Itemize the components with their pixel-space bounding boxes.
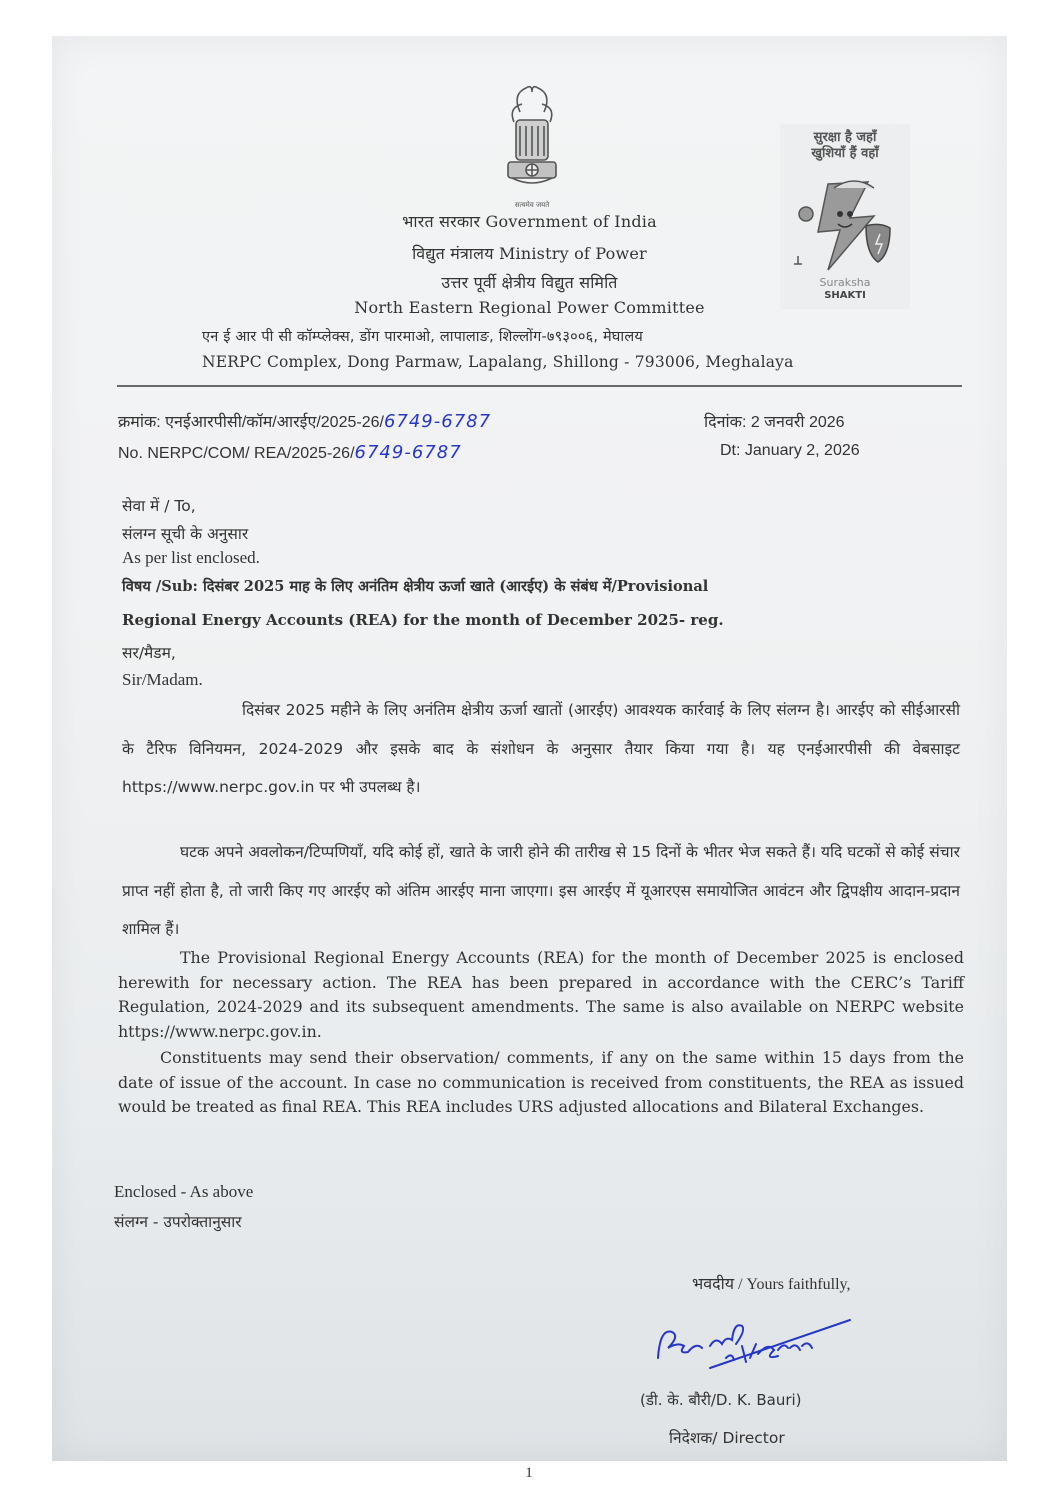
- poster-brand-line1: Suraksha: [819, 276, 871, 289]
- body-english-paragraph-2: Constituents may send their observation/ comments, if any on the same within 15 days from the date of issue of the account. In case no communication is received from constituents, the REA as issued would be treated as final REA. This REA includes URS adjusted allocations and Bilateral Exchanges.: [118, 1048, 964, 1116]
- signature-image: [650, 1298, 870, 1378]
- body-hindi-paragraph-1: दिसंबर 2025 महीने के लिए अनंतिम क्षेत्रीय ऊर्जा खातों (आरईए) आवश्यक कार्रवाई के लिए संलग्न है। आरईए को सीईआरसी के टैरिफ विनियमन, 2024-2029 और इसके बाद के संशोधन के अनुसार तैयार किया गया है। यह एनईआरपीसी की वेबसाइट https://www.nerpc.gov.in पर भी उपलब्ध है।: [122, 701, 960, 796]
- addressee-list-hi: संलग्न सूची के अनुसार: [122, 525, 249, 543]
- date-en: Dt: January 2, 2026: [720, 442, 860, 459]
- subject-line1: विषय /Sub: दिसंबर 2025 माह के लिए अनंतिम क्षेत्रीय ऊर्जा खाते (आरईए) के संबंध में/Provisional: [122, 578, 709, 595]
- reference-handwritten-hi: 6749-6787: [383, 411, 492, 432]
- reference-prefix-hi: क्रमांक: एनईआरपीसी/कॉम/आरईए/2025-26/: [118, 414, 384, 431]
- emblem-motto: सत्यमेव जयते: [514, 201, 550, 209]
- reference-handwritten-en: 6749-6787: [354, 442, 462, 463]
- letterhead-committee-hi: उत्तर पूर्वी क्षेत्रीय विद्युत समिति: [441, 273, 618, 292]
- signatory-name: [640, 1390, 802, 1410]
- lightning-mascot-icon: [788, 174, 902, 274]
- signatory-name-text: (डी. के. बौरी/D. K. Bauri): [640, 1391, 802, 1409]
- poster-brand-line2: SHAKTI: [824, 290, 866, 301]
- enclosure-en: Enclosed - As above: [114, 1182, 254, 1201]
- letterhead-government: भारत सरकार Government of India: [402, 212, 657, 231]
- salutation-en: Sir/Madam.: [122, 670, 203, 689]
- reference-prefix-en: No. NERPC/COM/ REA/2025-26/: [118, 445, 355, 462]
- date-hi: दिनांक: 2 जनवरी 2026: [704, 414, 845, 431]
- letterhead-divider: [117, 385, 962, 387]
- subject-line2: Regional Energy Accounts (REA) for the month of December 2025- reg.: [122, 611, 724, 629]
- salutation-hi: सर/मैडम,: [122, 644, 176, 662]
- national-emblem-icon: [492, 82, 572, 202]
- body-hindi-paragraph-2: घटक अपने अवलोकन/टिप्पणियाँ, यदि कोई हों, खाते के जारी होने की तारीख से 15 दिनों के भीतर भेज सकते हैं। यदि घटकों से कोई संचार प्राप्त नहीं होता है, तो जारी किए गए आरईए को अंतिम आरईए माना जाएगा। इस आरईए में यूआरएस समायोजित आवंटन और द्विपक्षीय आदान-प्रदान शामिल हैं।: [122, 843, 960, 938]
- letter-page: [52, 36, 1007, 1461]
- poster-title-line1: सुरक्षा है जहाँ: [813, 130, 877, 145]
- letterhead-committee-en: North Eastern Regional Power Committee: [354, 298, 705, 317]
- signatory-designation: निदेशक/ Director: [669, 1429, 785, 1447]
- body-english-paragraph-1: The Provisional Regional Energy Accounts (REA) for the month of December 2025 is enclosed herewith for necessary action. The REA has been prepared in accordance with the CERC’s Tariff Regulation, 2024-2029 and its subsequent amendments. The same is also available on NERPC website https://www.nerpc.gov.in.: [118, 948, 964, 1041]
- letterhead-address-en: NERPC Complex, Dong Parmaw, Lapalang, Shillong - 793006, Meghalaya: [202, 353, 794, 371]
- reference-number-hi: [118, 410, 491, 432]
- poster-title-line2: खुशियाँ हैं वहाँ: [811, 146, 879, 161]
- enclosure-hi: संलग्न - उपरोक्तानुसार: [114, 1213, 242, 1231]
- page-number: 1: [525, 1465, 533, 1481]
- suraksha-shakti-poster: [780, 124, 910, 309]
- letterhead-address-hi: एन ई आर पी सी कॉम्प्लेक्स, डोंग पारमाओ, लापालाङ, शिल्लोंग-७९३००६, मेघालय: [202, 329, 643, 345]
- reference-number-en: [118, 442, 462, 463]
- closing: भवदीय / Yours faithfully,: [692, 1276, 851, 1293]
- letterhead-ministry: विद्युत मंत्रालय Ministry of Power: [412, 244, 647, 263]
- addressee-list-en: As per list enclosed.: [122, 548, 260, 567]
- addressee-to: सेवा में / To,: [122, 497, 196, 515]
